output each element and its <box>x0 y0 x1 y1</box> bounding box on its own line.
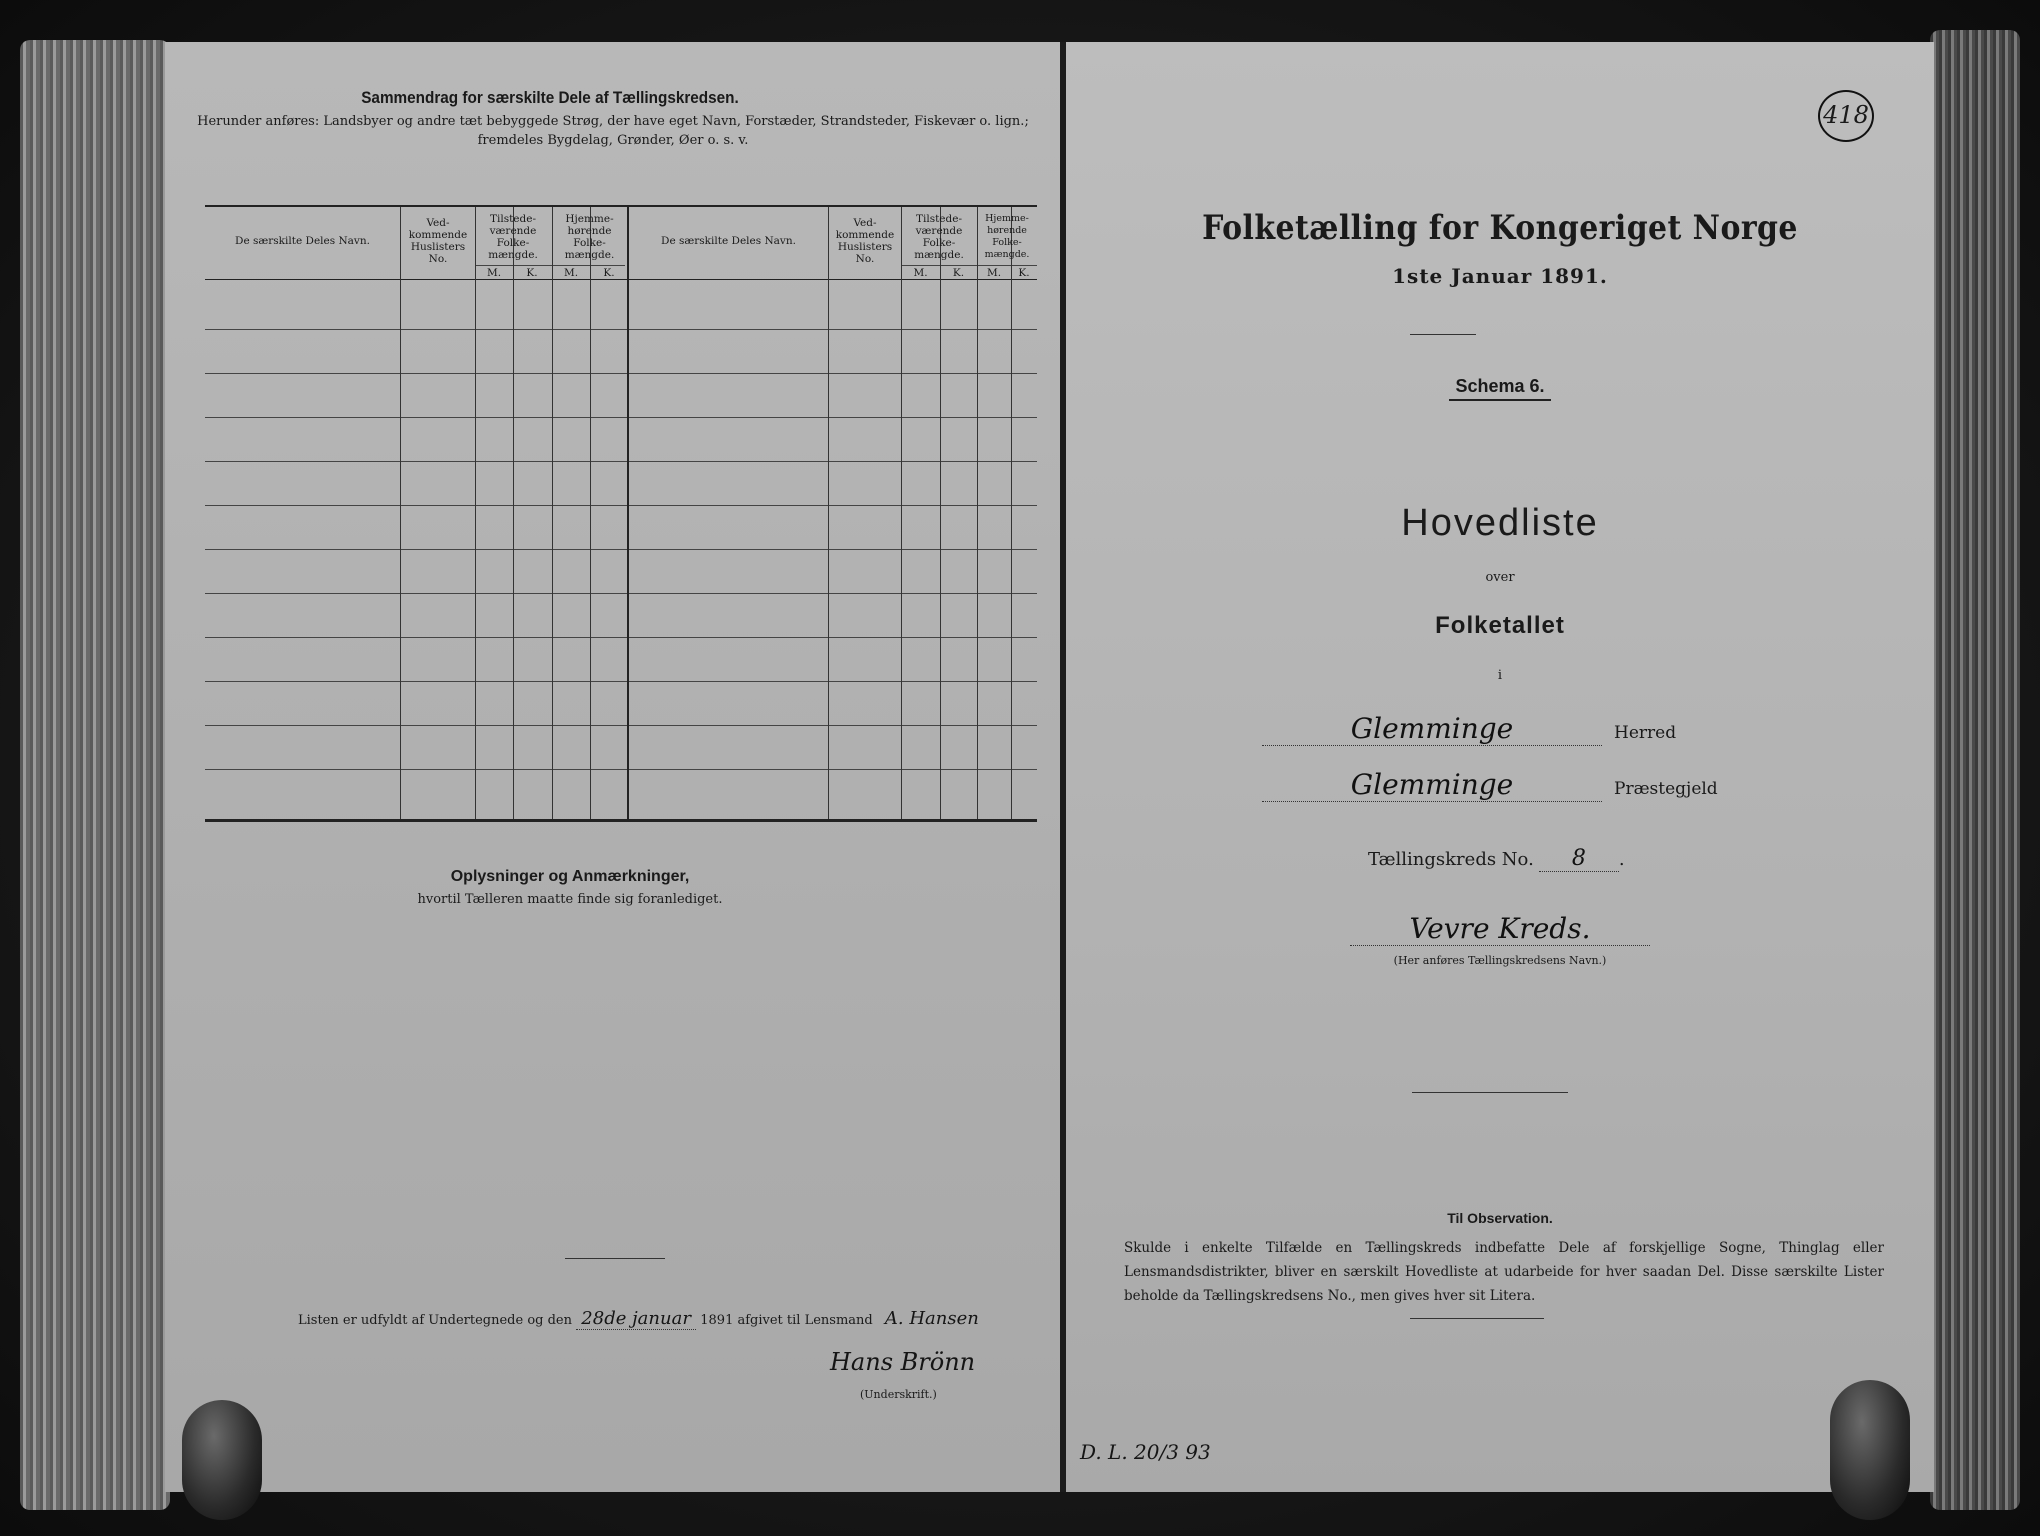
table-header-divider <box>205 279 1037 280</box>
header-houselist: Ved-kommende Huslisters No. <box>835 217 895 265</box>
table-col-divider <box>940 207 941 819</box>
i-label: i <box>1497 668 1503 683</box>
header-k: K. <box>603 267 615 279</box>
census-date: 1ste Januar 1891. <box>1392 264 1608 288</box>
table-row <box>205 461 1037 462</box>
table-col-divider <box>977 207 978 819</box>
table-col-divider <box>400 207 401 819</box>
table-middle-divider <box>627 207 629 819</box>
divider <box>1410 1318 1544 1319</box>
census-title: Folketælling for Kongeriget Norge <box>1202 208 1798 248</box>
folketallet-heading: Folketallet <box>1435 612 1565 639</box>
remarks-subtitle: hvortil Tælleren maatte finde sig foranlediget. <box>417 892 723 907</box>
header-resident: Hjemme-hørende Folke-mængde. <box>564 213 615 261</box>
herred-field <box>1262 712 1676 746</box>
divider <box>565 1258 665 1259</box>
table-col-divider <box>475 207 476 819</box>
header-k: K. <box>952 267 965 279</box>
archive-code: D. L. 20/3 93 <box>1080 1440 1211 1464</box>
sign-text-2: 1891 afgivet til Lensmand <box>700 1313 873 1328</box>
observation-title: Til Observation. <box>1447 1210 1553 1226</box>
kreds-label: Tællingskreds No. <box>1368 849 1534 870</box>
summary-table <box>205 205 1037 822</box>
header-name: De særskilte Deles Navn. <box>661 235 796 247</box>
herred-value: Glemminge <box>1262 712 1602 746</box>
herred-label: Herred <box>1614 723 1677 743</box>
kreds-field: Tællingskreds No. 8 . <box>1368 846 1625 871</box>
header-m: M. <box>563 267 579 279</box>
header-m: M. <box>986 267 1002 279</box>
sign-date: 28de januar <box>576 1308 696 1330</box>
divider <box>1412 1092 1568 1093</box>
signature: Hans Brönn <box>830 1348 976 1376</box>
sign-text-1: Listen er udfyldt af Undertegnede og den <box>298 1313 572 1328</box>
table-row <box>205 329 1037 330</box>
table-row <box>205 373 1037 374</box>
kreds-name-field <box>1350 912 1650 946</box>
page-number: 418 <box>1818 90 1874 142</box>
table-col-divider <box>590 207 591 819</box>
schema-label <box>1066 376 1934 397</box>
table-row <box>205 417 1037 418</box>
signature-statement <box>298 1308 1038 1330</box>
right-page-edges <box>1930 30 2020 1510</box>
kreds-name-value: Vevre Kreds. <box>1350 912 1650 946</box>
header-houselist: Ved-kommende Huslisters No. <box>408 217 468 265</box>
table-col-divider <box>513 207 514 819</box>
book-clip-right <box>1830 1380 1910 1520</box>
book-clip-left <box>182 1400 262 1520</box>
over-label: over <box>1485 570 1515 585</box>
summary-subtitle-line-1: Herunder anføres: Landsbyer og andre tæt bebyggede Strøg, der have eget Navn, Forstæder, Strandsteder, Fiskevær o. lign.; <box>197 114 1029 129</box>
table-row <box>205 593 1037 594</box>
prestegjeld-field <box>1262 768 1718 802</box>
summary-subtitle-line-2: fremdeles Bygdelag, Grønder, Øer o. s. v. <box>477 133 749 148</box>
summary-subtitle <box>173 112 1053 150</box>
table-col-divider <box>552 207 553 819</box>
table-row <box>205 549 1037 550</box>
schema-text: Schema 6. <box>1449 376 1550 401</box>
header-m: M. <box>486 267 502 279</box>
header-k: K. <box>1018 267 1030 279</box>
table-row <box>205 681 1037 682</box>
divider <box>1410 334 1476 335</box>
summary-title: Sammendrag for særskilte Dele af Tællingskredsen. <box>361 88 739 107</box>
prestegjeld-value: Glemminge <box>1262 768 1602 802</box>
left-page-edges <box>20 40 170 1510</box>
header-m: M. <box>913 267 928 279</box>
lensmand-name: A. Hansen <box>884 1308 979 1329</box>
kreds-value: 8 <box>1539 846 1619 872</box>
header-present: Tilstede-værende Folke-mængde. <box>914 213 964 261</box>
table-row <box>205 505 1037 506</box>
table-row <box>205 769 1037 770</box>
header-resident: Hjemme-hørende Folke-mængde. <box>984 213 1030 260</box>
hovedliste-heading: Hovedliste <box>1401 502 1599 544</box>
prestegjeld-label: Præstegjeld <box>1614 779 1718 799</box>
header-name: De særskilte Deles Navn. <box>235 235 370 247</box>
observation-text: Skulde i enkelte Tilfælde en Tællingskreds indbefatte Dele af forskjellige Sogne, Thinglag eller Lensmandsdistrikter, bliver en særskilt Hovedliste at udarbeide for hver saadan Del. Disse særskilte Lister beholde da Tællingskredsens No., men gives hver sit Litera. <box>1124 1240 1884 1304</box>
table-col-divider <box>901 207 902 819</box>
table-subheader-line-right <box>901 265 1037 266</box>
remarks-title: Oplysninger og Anmærkninger, <box>450 868 690 885</box>
table-row <box>205 637 1037 638</box>
kreds-name-note: (Her anføres Tællingskredsens Navn.) <box>1393 954 1607 967</box>
table-col-divider <box>1011 207 1012 819</box>
table-subheader-line-left <box>475 265 625 266</box>
underskrift-label: (Underskrift.) <box>860 1388 937 1401</box>
header-k: K. <box>526 267 538 279</box>
table-row <box>205 725 1037 726</box>
header-present: Tilstede-værende Folke-mængde. <box>488 213 538 261</box>
table-col-divider <box>828 207 829 819</box>
